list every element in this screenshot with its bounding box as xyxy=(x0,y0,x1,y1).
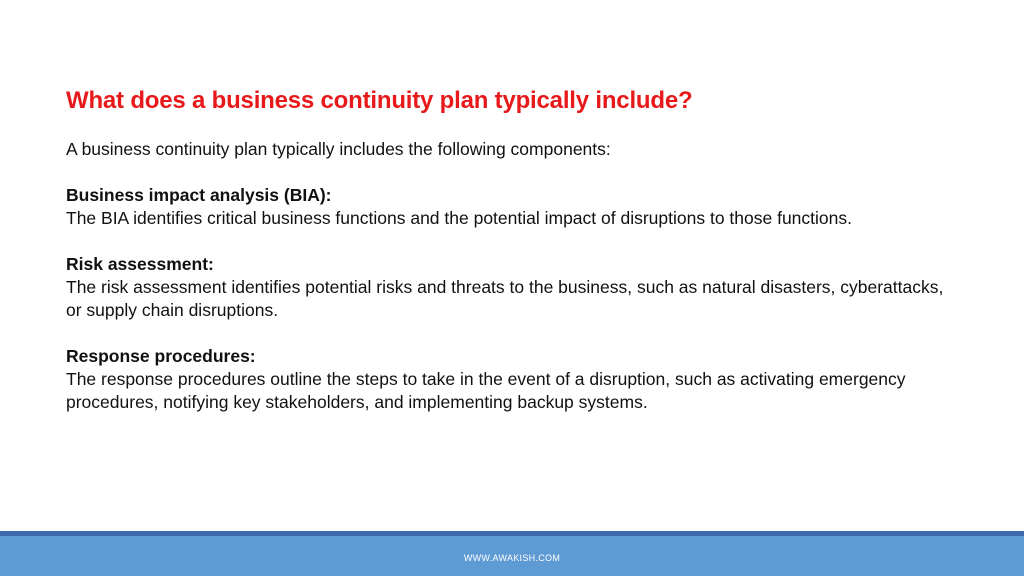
section-body: The risk assessment identifies potential risks and threats to the business, such as natural disasters, cyberattacks, or supply chain disruptions. xyxy=(66,277,944,320)
footer-stripe xyxy=(0,531,1024,536)
footer-website: WWW.AWAKISH.COM xyxy=(463,553,561,563)
section-body: The response procedures outline the steps to take in the event of a disruption, such as activating emergency procedures, notifying key stakeholders, and implementing backup systems. xyxy=(66,369,906,412)
section-body: The BIA identifies critical business functions and the potential impact of disruptions to those functions. xyxy=(66,208,852,228)
section-heading: Response procedures: xyxy=(66,346,256,366)
section-heading: Risk assessment: xyxy=(66,254,214,274)
section-heading: Business impact analysis (BIA): xyxy=(66,185,332,205)
intro-text: A business continuity plan typically includes the following components: xyxy=(66,139,611,159)
section-risk-assessment xyxy=(66,253,946,322)
section-response-procedures xyxy=(66,345,946,414)
footer-bar xyxy=(0,531,1024,576)
slide-title: What does a business continuity plan typically include? xyxy=(66,87,693,114)
slide-content xyxy=(66,86,946,414)
section-business-impact-analysis xyxy=(66,184,946,230)
